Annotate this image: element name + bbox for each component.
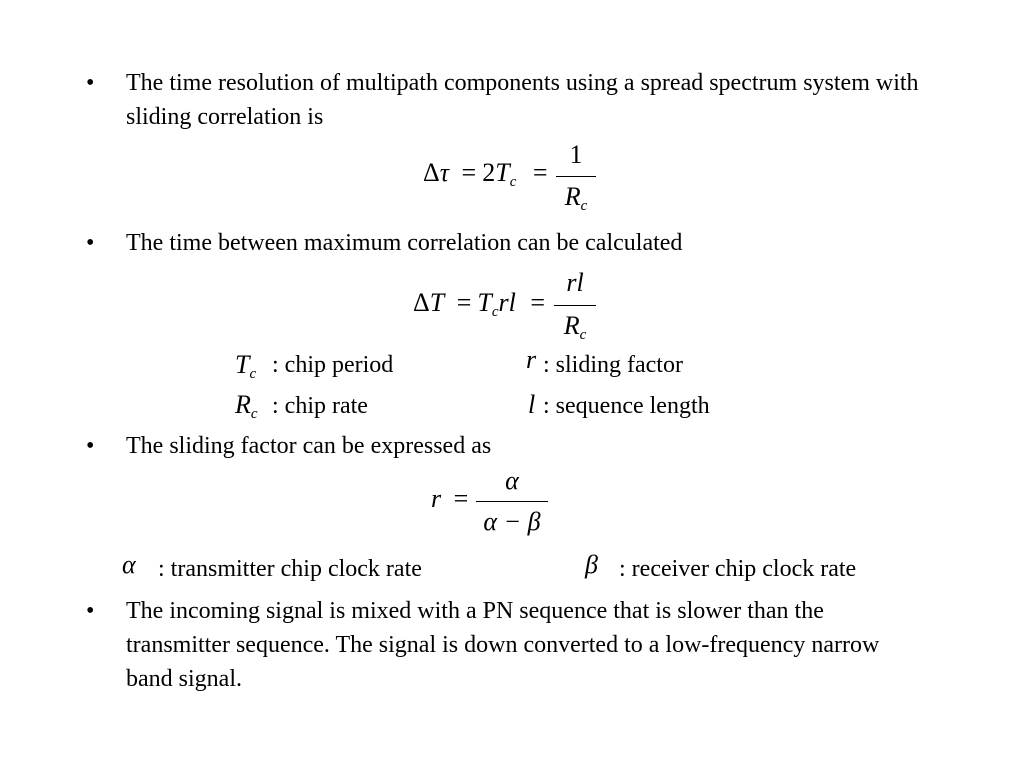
bullet-text-incoming-signal: The incoming signal is mixed with a PN sequence that is slower than the transmitter sequence. The signal is down converted to a low-frequency narrow band signal.: [126, 598, 880, 692]
subscript-c: c: [579, 327, 587, 343]
equals-sign: =: [456, 288, 472, 317]
fraction-numerator: α: [505, 466, 519, 495]
bullet-marker: •: [86, 598, 95, 624]
chip-rate-definition: : chip rate: [272, 393, 368, 419]
bullet-marker: •: [86, 433, 95, 459]
fraction-bar: [476, 501, 548, 502]
equals-sign: =: [530, 288, 546, 317]
tau-symbol: τ: [439, 158, 450, 187]
bullet-marker: •: [86, 230, 95, 256]
r-symbol: r: [431, 484, 442, 513]
T-symbol: T: [429, 288, 445, 317]
delta-symbol: Δ: [413, 288, 430, 317]
transmitter-clock-definition: : transmitter chip clock rate: [158, 556, 422, 582]
subscript-c: c: [249, 366, 257, 382]
bullet-text-max-correlation: The time between maximum correlation can be calculated: [126, 230, 683, 256]
alpha-symbol: α: [122, 550, 136, 579]
delta-symbol: Δ: [423, 158, 440, 187]
bullet-text-time-resolution: The time resolution of multipath components using a spread spectrum system with sliding correlation is: [126, 70, 919, 130]
fraction-bar: [554, 305, 596, 306]
fraction-numerator: rl: [566, 268, 584, 297]
fraction-numerator: 1: [569, 140, 583, 169]
subscript-c: c: [491, 304, 499, 320]
coefficient: 2: [482, 158, 496, 187]
bullet-text-sliding-factor: The sliding factor can be expressed as: [126, 433, 492, 459]
r-symbol: r: [526, 345, 537, 374]
receiver-clock-definition: : receiver chip clock rate: [619, 556, 857, 582]
T-symbol: T: [477, 288, 492, 317]
Rc-symbol: R: [235, 390, 251, 419]
beta-symbol: β: [585, 550, 598, 579]
subscript-c: c: [250, 406, 258, 422]
l-symbol: l: [528, 390, 536, 419]
fraction-bar: [556, 176, 596, 177]
equals-sign: =: [461, 158, 477, 187]
Tc-symbol: T: [235, 350, 250, 379]
R-symbol: R: [563, 311, 580, 340]
bullet-marker: •: [86, 70, 95, 96]
fraction-denominator: α − β: [483, 507, 541, 536]
R-symbol: R: [564, 182, 581, 211]
sequence-length-definition: : sequence length: [543, 393, 710, 419]
rl-symbol: rl: [498, 288, 516, 317]
subscript-c: c: [509, 174, 517, 190]
T-symbol: T: [495, 158, 510, 187]
equals-sign: =: [453, 484, 469, 513]
subscript-c: c: [580, 198, 588, 214]
sliding-factor-definition: : sliding factor: [543, 352, 683, 378]
equals-sign: =: [532, 158, 548, 187]
chip-period-definition: : chip period: [272, 352, 394, 378]
